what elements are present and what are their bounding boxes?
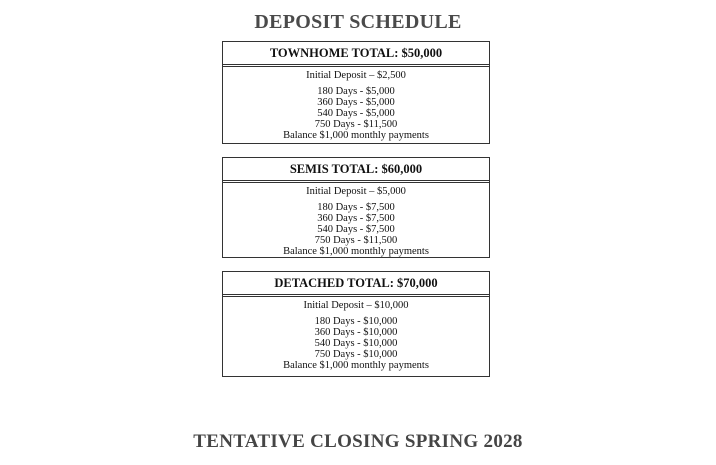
townhome-payment-180: 180 Days - $5,000 (317, 86, 395, 97)
detached-initial-deposit: Initial Deposit – $10,000 (303, 300, 409, 311)
detached-payment-360: 360 Days - $10,000 (314, 327, 398, 338)
page-title: DEPOSIT SCHEDULE (254, 11, 462, 33)
townhome-payment-750: 750 Days - $11,500 (314, 119, 398, 130)
detached-payment-750: 750 Days - $10,000 (314, 349, 398, 360)
detached-total-header: DETACHED TOTAL: $70,000 (223, 272, 489, 297)
townhome-schedule-body (223, 67, 489, 141)
townhome-balance-line: Balance $1,000 monthly payments (283, 130, 429, 141)
semis-initial-deposit: Initial Deposit – $5,000 (306, 186, 406, 197)
semis-payment-360: 360 Days - $7,500 (317, 213, 395, 224)
semis-balance-line: Balance $1,000 monthly payments (283, 246, 429, 257)
semis-schedule-box (222, 157, 490, 258)
closing-footer: TENTATIVE CLOSING SPRING 2028 (193, 431, 523, 452)
semis-schedule-body (223, 183, 489, 257)
detached-balance-line: Balance $1,000 monthly payments (283, 360, 429, 371)
townhome-initial-deposit: Initial Deposit – $2,500 (306, 70, 406, 81)
townhome-payment-540: 540 Days - $5,000 (317, 108, 395, 119)
townhome-total-header: TOWNHOME TOTAL: $50,000 (223, 42, 489, 67)
detached-schedule-box (222, 271, 490, 377)
semis-payment-750: 750 Days - $11,500 (314, 235, 398, 246)
semis-payment-540: 540 Days - $7,500 (317, 224, 395, 235)
semis-payment-180: 180 Days - $7,500 (317, 202, 395, 213)
townhome-schedule-box (222, 41, 490, 144)
detached-payment-180: 180 Days - $10,000 (314, 316, 398, 327)
detached-schedule-body (223, 297, 489, 371)
detached-payment-540: 540 Days - $10,000 (314, 338, 398, 349)
townhome-payment-360: 360 Days - $5,000 (317, 97, 395, 108)
semis-total-header: SEMIS TOTAL: $60,000 (223, 158, 489, 183)
